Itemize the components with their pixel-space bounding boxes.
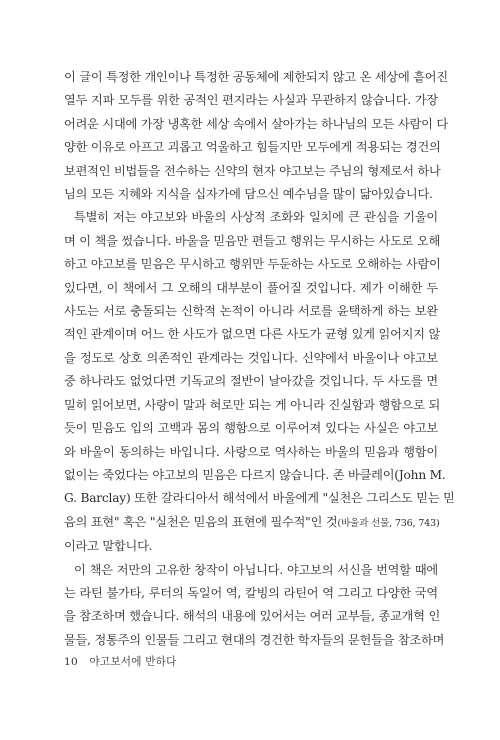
text-line: 있다면, 이 책에서 그 오해의 대부분이 풀어질 것입니다. 제가 이해한 두 [64, 280, 438, 295]
text-line: 중 하나라도 없었다면 기독교의 절반이 날아갔을 것입니다. 두 사도를 면 [64, 374, 438, 389]
text-line: 없이는 죽었다는 야고보의 믿음은 다르지 않습니다. 존 바클레이(John M. [64, 467, 446, 482]
text-line: 밀히 읽어보면, 사랑이 말과 혀로만 되는 게 아니라 진실함과 행함으로 되 [64, 397, 441, 412]
text-line: 을 참조하며 했습니다. 해석의 내용에 있어서는 여러 교부들, 종교개혁 인 [64, 609, 441, 624]
text-line: 이 책은 저만의 고유한 창작이 아닙니다. 야고보의 서신을 번역할 때에 [74, 562, 438, 577]
paragraph-2 [64, 206, 455, 558]
text-line: 물들, 정통주의 인물들 그리고 현대의 경건한 학자들의 문헌들을 참조하며 [64, 632, 445, 647]
text-line: 을 정도로 상호 의존적인 관계라는 것입니다. 신약에서 바울이나 야고보 [64, 350, 438, 365]
page-body [64, 66, 455, 652]
paragraph-3 [64, 559, 445, 653]
paragraph-1 [64, 66, 448, 206]
text-line: 열두 지파 모두를 위한 공적인 편지라는 사실과 무관하지 않습니다. 가장 [64, 93, 438, 108]
text-line: 님의 모든 지혜와 지식을 십자가에 담으신 예수님을 많이 닮아있습니다. [64, 187, 433, 202]
text-line: 하고 야고보를 믿음은 무시하고 행위만 두둔하는 사도로 오해하는 사람이 [64, 257, 441, 272]
text-line: 어려운 시대에 가장 냉혹한 세상 속에서 살아가는 하나님의 모든 사람이 다 [64, 116, 448, 131]
text-line: 와 바울이 동의하는 바입니다. 사랑으로 역사하는 바울의 믿음과 행함이 [64, 444, 438, 459]
text-line: 듯이 믿음도 입의 고백과 몸의 행함으로 이루어져 있다는 사실은 야고보 [64, 421, 438, 436]
text-line: 보편적인 비법들을 전수하는 신약의 현자 야고보는 주님의 형제로서 하나 [64, 163, 441, 178]
text-line-with-citation [64, 511, 438, 535]
text-line: 적인 관계이며 어느 한 사도가 없으면 다른 사도가 균형 있게 읽어지지 않 [64, 327, 441, 342]
page-footer [64, 654, 177, 669]
text-line: 음의 표현" 혹은 "실천은 믿음의 표현에 필수적"인 것 [64, 514, 338, 529]
text-line: 사도는 서로 충돌되는 신학적 논적이 아니라 서로를 윤택하게 하는 보완 [64, 304, 438, 319]
text-line: 양한 이유로 아프고 괴롭고 억울하고 힘들지만 모두에게 적용되는 경건의 [64, 140, 441, 155]
text-line: 며 이 책을 썼습니다. 바울을 믿음만 편들고 행위는 무시하는 사도로 오해 [64, 233, 441, 248]
page-number: 10 [64, 656, 78, 668]
text-line: 는 라틴 불가타, 루터의 독일어 역, 칼빙의 라틴어 역 그리고 다양한 국역 [64, 585, 438, 600]
text-line: 특별히 저는 야고보와 바울의 사상적 조화와 일치에 큰 관심을 기울이 [74, 210, 438, 225]
text-line: 이라고 말합니다. [64, 539, 153, 554]
text-line: G. Barclay) 또한 갈라디아서 해석에서 바울에게 "실천은 그리스도 믿는 믿 [64, 491, 455, 506]
text-line: 이 글이 특정한 개인이나 특정한 공동체에 제한되지 않고 온 세상에 흩어진 [64, 70, 448, 84]
citation: (바울과 선물, 736, 743) [337, 517, 440, 529]
running-title: 야고보서에 반하다 [89, 656, 177, 668]
